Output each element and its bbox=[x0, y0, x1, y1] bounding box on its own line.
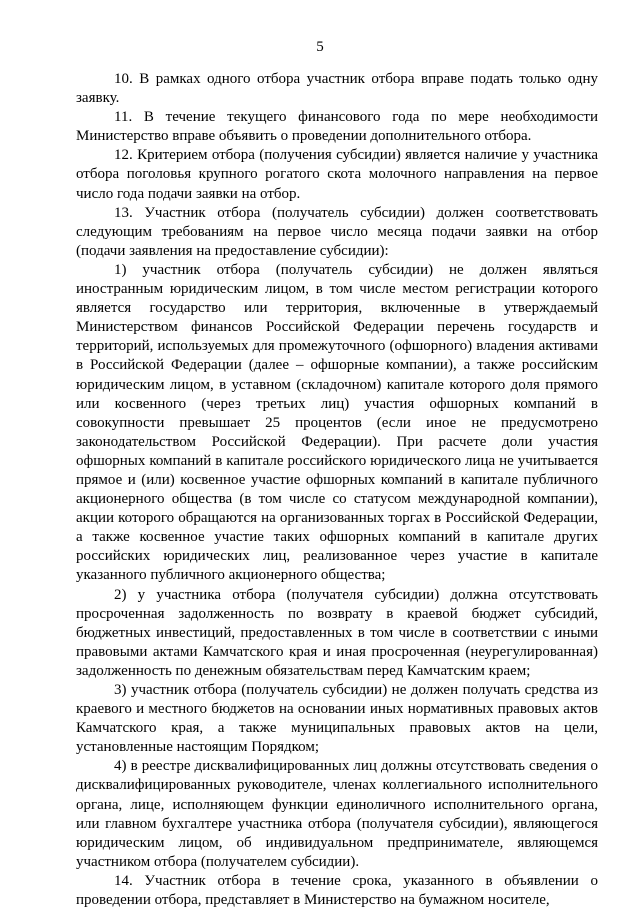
paragraph-item-11: 11. В течение текущего финансового года по мере необходимости Министерство вправе объявить о проведении дополнительного отбора. bbox=[76, 109, 598, 145]
paragraph-subitem-4: 4) в реестре дисквалифицированных лиц должны отсутствовать сведения о дисквалифицированных руководителе, членах коллегиального исполнительного органа, лице, исполняющем функции единоличного исполнительного органа, или главном бухгалтере участника отбора (получателя субсидии), являющегося юридическим лицом, об индивидуальном предпринимателе, являющемся участником отбора (получателем субсидии). bbox=[76, 758, 598, 870]
paragraph-item-10: 10. В рамках одного отбора участник отбора вправе подать только одну заявку. bbox=[76, 71, 598, 107]
paragraph-item-13: 13. Участник отбора (получатель субсидии) должен соответствовать следующим требованиям на первое число месяца подачи заявки на отбор (подачи заявления на предоставление субсидии): bbox=[76, 204, 598, 259]
paragraph-subitem-3: 3) участник отбора (получатель субсидии) не должен получать средства из краевого и местного бюджетов на основании иных нормативных правовых актов Камчатского края, а также муниципальных правовых актов на цели, установленные настоящим Порядком; bbox=[76, 682, 598, 756]
paragraph-item-12: 12. Критерием отбора (получения субсидии) является наличие у участника отбора поголовья крупного рогатого скота молочного направления на первое число года подачи заявки на отбор. bbox=[76, 147, 598, 202]
paragraph-subitem-2: 2) у участника отбора (получателя субсидии) должна отсутствовать просроченная задолженность по возврату в краевой бюджет субсидий, бюджетных инвестиций, предоставленных в том числе в соответствии с иными правовыми актами Камчатского края и иная просроченная (неурегулированная) задолженность по денежным обязательствам перед Камчатским краем; bbox=[76, 586, 598, 679]
paragraph-subitem-1: 1) участник отбора (получатель субсидии) не должен являться иностранным юридическим лицом, в том числе местом регистрации которого является государство или территория, включенные в утверждаемый Министерством финансов Российской Федерации перечень государств и территорий, используемых для промежуточного (офшорного) владения активами в Российской Федерации (далее – офшорные компании), а также российским юридическим лицом, в уставном (складочном) капитале которого доля прямого или косвенного (через третьих лиц) участия офшорных компаний в совокупности превышает 25 процентов (если иное не предусмотрено законодательством Российской Федерации). При расчете доли участия офшорных компаний в капитале российского юридического лица не учитывается прямое и (или) косвенное участие офшорных компаний в капитале публичного акционерного общества (в том числе со статусом международной компании), акции которого обращаются на организованных торгах в Российской Федерации, а также косвенное участие таких офшорных компаний в капитале других российских юридических лиц, реализованное через участие в капитале указанного публичного акционерного общества; bbox=[76, 261, 598, 584]
page-number: 5 bbox=[316, 39, 324, 55]
paragraph-item-14: 14. Участник отбора в течение срока, указанного в объявлении о проведении отбора, представляет в Министерство на бумажном носителе, bbox=[76, 872, 598, 909]
document-body bbox=[76, 70, 598, 910]
